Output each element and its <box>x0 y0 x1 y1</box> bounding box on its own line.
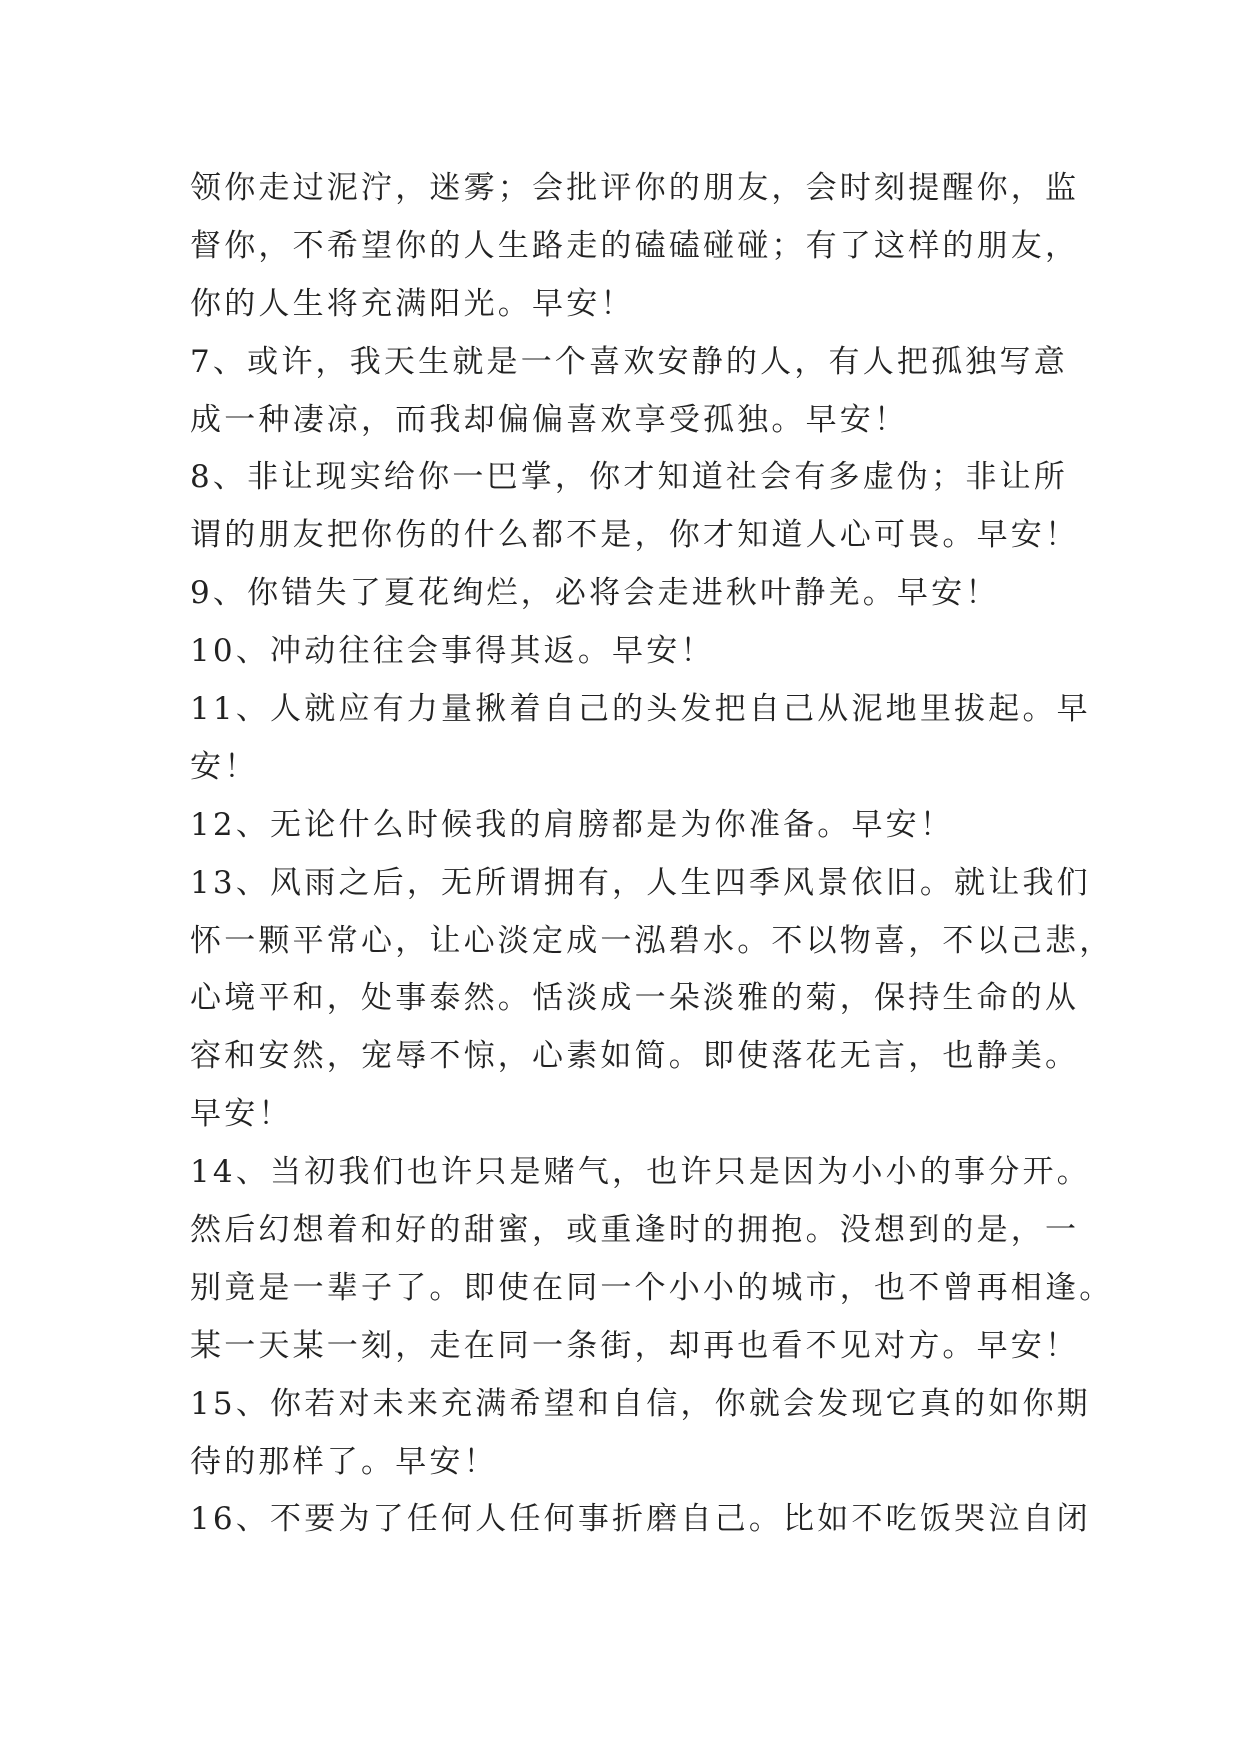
text-line: 8、非让现实给你一巴掌，你才知道社会有多虚伪；非让所 <box>190 459 1068 496</box>
text-line: 9、你错失了夏花绚烂，必将会走进秋叶静羌。早安！ <box>190 575 1000 612</box>
text-line: 你的人生将充满阳光。早安！ <box>190 285 635 322</box>
text-line: 容和安然，宠辱不惊，心素如简。即使落花无言，也静美。 <box>190 1038 1080 1075</box>
text-line: 别竟是一辈子了。即使在同一个小小的城市，也不曾再相逢。 <box>190 1269 1114 1306</box>
text-line: 心境平和，处事泰然。恬淡成一朵淡雅的菊，保持生命的从 <box>190 980 1080 1017</box>
text-line: 然后幻想着和好的甜蜜，或重逢时的拥抱。没想到的是，一 <box>190 1212 1080 1249</box>
text-line: 某一天某一刻，走在同一条街，却再也看不见对方。早安！ <box>190 1327 1080 1364</box>
text-line: 14、当初我们也许只是赌气，也许只是因为小小的事分开。 <box>190 1154 1091 1191</box>
text-line: 15、你若对未来充满希望和自信，你就会发现它真的如你期 <box>190 1385 1091 1422</box>
text-line: 督你，不希望你的人生路走的磕磕碰碰；有了这样的朋友， <box>190 227 1080 264</box>
text-line: 成一种凄凉，而我却偏偏喜欢享受孤独。早安！ <box>190 401 909 438</box>
text-line: 11、人就应有力量揪着自己的头发把自己从泥地里拔起。早 <box>190 691 1091 728</box>
text-line: 早安！ <box>190 1096 293 1133</box>
text-line: 10、冲动往往会事得其返。早安！ <box>190 633 715 670</box>
text-line: 待的那样了。早安！ <box>190 1443 498 1480</box>
text-line: 安！ <box>190 748 259 785</box>
text-line: 12、无论什么时候我的肩膀都是为你准备。早安！ <box>190 806 955 843</box>
text-line: 领你走过泥泞，迷雾；会批评你的朋友，会时刻提醒你，监 <box>190 170 1080 206</box>
document-body <box>190 160 1114 1549</box>
text-line: 13、风雨之后，无所谓拥有，人生四季风景依旧。就让我们 <box>190 864 1091 901</box>
text-line: 16、不要为了任何人任何事折磨自己。比如不吃饭哭泣自闭 <box>190 1501 1091 1538</box>
text-line: 7、或许，我天生就是一个喜欢安静的人，有人把孤独写意 <box>190 343 1068 380</box>
text-line: 怀一颗平常心，让心淡定成一泓碧水。不以物喜，不以己悲， <box>190 922 1114 959</box>
text-line: 谓的朋友把你伤的什么都不是，你才知道人心可畏。早安！ <box>190 517 1080 554</box>
